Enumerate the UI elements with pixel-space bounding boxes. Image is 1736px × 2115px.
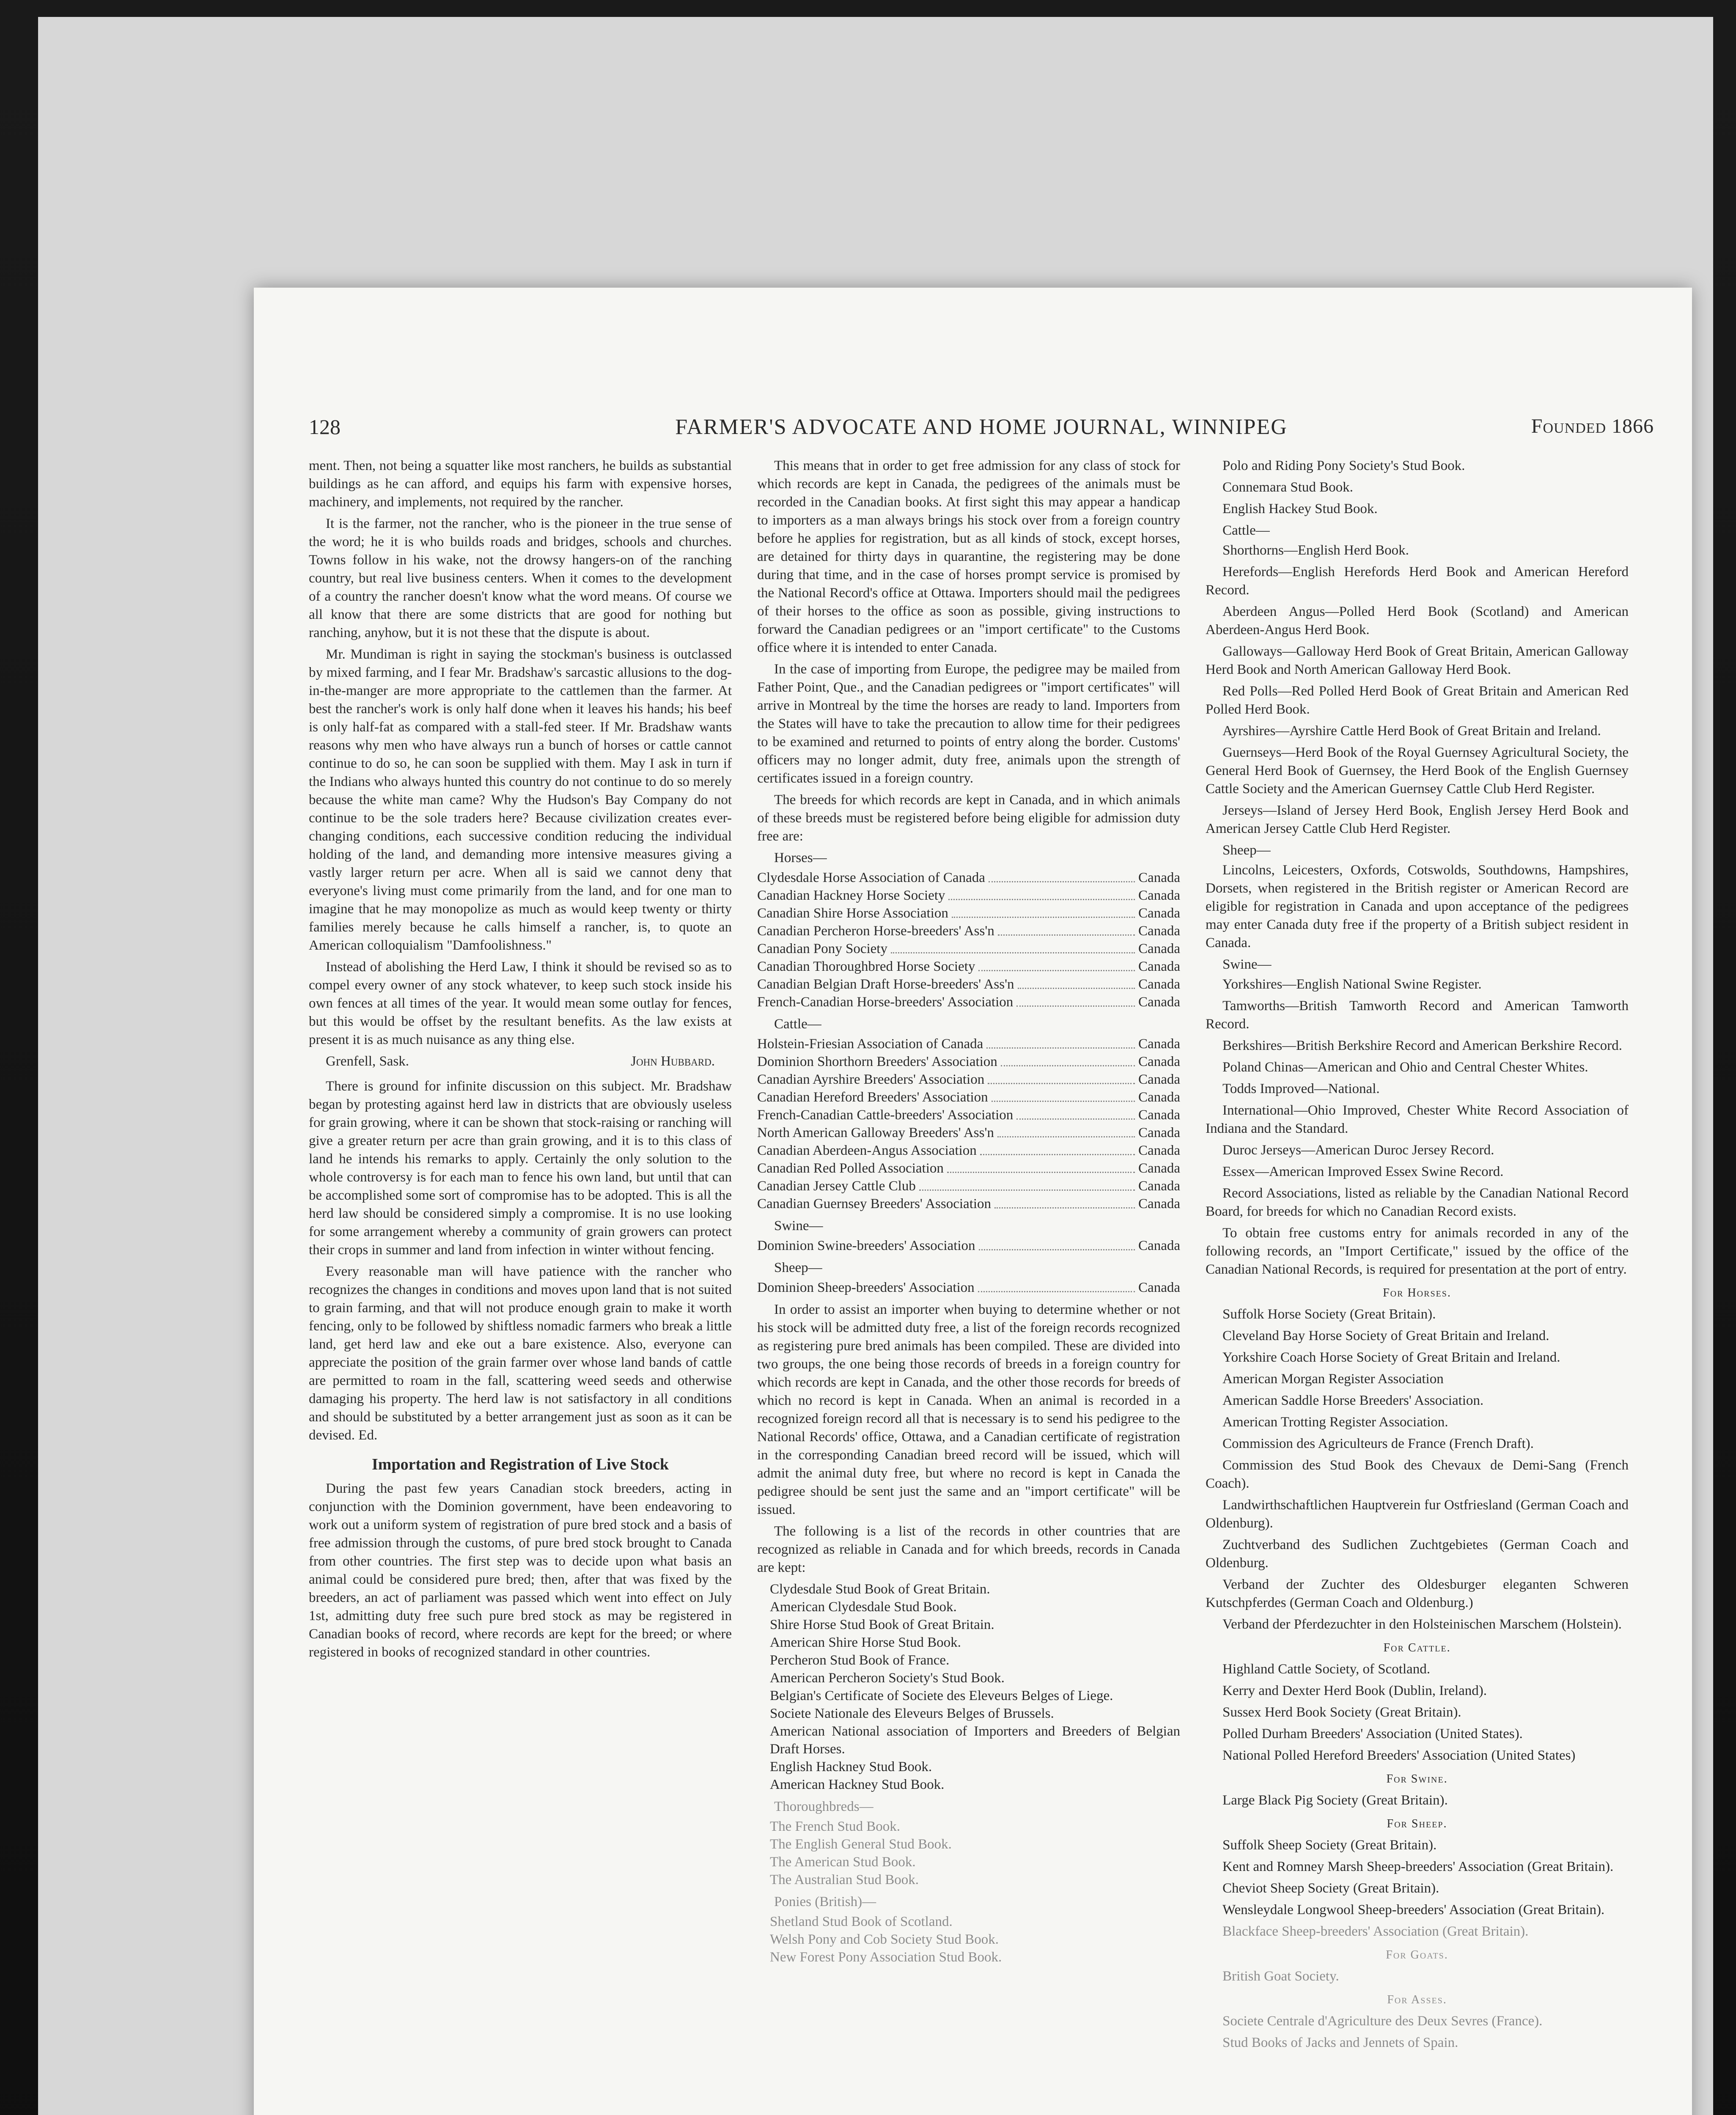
horse-records-list	[757, 869, 1180, 1011]
paragraph: Every reasonable man will have patience with the rancher who recognizes the changes in conditions and moves upon land that is not suited to grain farming, and that will not produce enough grain to make it worth fencing, only to be followed by shiftless nomadic farmers who break a little land, get herd law and eke out a bare existence. Also, everyone can appreciate the position of the grain farmer over whose land bands of cattle are permitted to roam in the fall, scattering weed seeds and otherwise damaging his property. The herd law is not satisfactory in all conditions and should be substituted by a better arrangement just as soon as it can be devised. Ed.	[309, 1264, 732, 1443]
list-item: French-Canadian Cattle-breeders' Association Canada	[757, 1106, 1180, 1124]
record-line: American Morgan Register Association	[1222, 1371, 1444, 1387]
list-item: The French Stud Book.	[770, 1819, 900, 1834]
sheep-records-list	[757, 1279, 1180, 1296]
record-line: Duroc Jerseys—American Duroc Jersey Record.	[1222, 1143, 1494, 1158]
record-line: Lincolns, Leicesters, Oxfords, Cotswolds, Southdowns, Hampshires, Dorsets, when registered in the British register or American Record are eligible for registration in Canada and upon acceptance of the pedigrees may enter Canada duty free if the property of a British subject resident in Canada.	[1206, 862, 1629, 950]
record-line: Cheviot Sheep Society (Great Britain).	[1222, 1881, 1439, 1896]
record-line: Ayrshires—Ayrshire Cattle Herd Book of Great Britain and Ireland.	[1222, 723, 1601, 739]
list-item: Canadian Belgian Draft Horse-breeders' Ass'n Canada	[757, 975, 1180, 993]
record-line: Todds Improved—National.	[1222, 1081, 1380, 1096]
record-line: Jerseys—Island of Jersey Herd Book, English Jersey Herd Book and American Jersey Cattle Club Herd Register.	[1206, 803, 1629, 836]
list-item: Canadian Jersey Cattle Club Canada	[757, 1177, 1180, 1195]
subsection-heading: For Horses.	[1383, 1286, 1451, 1299]
list-item: Canadian Guernsey Breeders' Association Canada	[757, 1195, 1180, 1213]
list-item: Belgian's Certificate of Societe des Eleveurs Belges of Liege.	[770, 1688, 1113, 1703]
page-header	[309, 415, 1654, 448]
letter-signature	[309, 1052, 732, 1071]
record-line: Polled Durham Breeders' Association (United States).	[1222, 1726, 1523, 1741]
list-item: Canadian Thoroughbred Horse Society Canada	[757, 958, 1180, 975]
newspaper-page	[254, 288, 1692, 2115]
list-item: The American Stud Book.	[770, 1854, 916, 1870]
section-label: Cattle—	[1222, 523, 1270, 538]
record-line: English Hackey Stud Book.	[1222, 501, 1378, 516]
list-item: Holstein-Friesian Association of Canada Canada	[757, 1035, 1180, 1053]
record-line: Landwirthschaftlichen Hauptverein fur Ostfriesland (German Coach and Oldenburg).	[1206, 1497, 1629, 1531]
record-line: Aberdeen Angus—Polled Herd Book (Scotland) and American Aberdeen-Angus Herd Book.	[1206, 604, 1629, 637]
list-item: Canadian Percheron Horse-breeders' Ass'n Canada	[757, 922, 1180, 940]
record-line: Stud Books of Jacks and Jennets of Spain.	[1222, 2035, 1459, 2050]
record-line: Galloways—Galloway Herd Book of Great Britain, American Galloway Herd Book and North American Galloway Herd Book.	[1206, 644, 1629, 677]
column-3	[1206, 457, 1629, 2115]
journal-title: FARMER'S ADVOCATE AND HOME JOURNAL, WINNIPEG	[675, 415, 1288, 439]
section-label: Cattle—	[774, 1016, 821, 1032]
paragraph: During the past few years Canadian stock breeders, acting in conjunction with the Dominion government, have been endeavoring to work out a uniform system of registration of pure bred stock and a basis of free admission through the customs, of pure bred stock brought to Canada from other countries. The first step was to decide upon what basis an animal could be considered pure bred; then, after that was fixed by the breeders, an act of parliament was passed which went into effect on July 1st, admitting duty free such pure bred stock as may be registered in Canadian books of record, where records are kept for the breed; or where registered in books of recognized standard in other countries.	[309, 1481, 732, 1660]
paragraph: In the case of importing from Europe, the pedigree may be mailed from Father Point, Que., and the Canadian pedigrees or "import certificates" will arrive in Montreal by the time the horses are ready to land. Importers from the States will have to take the precaution to allow time for their pedigrees to be examined and returned to points of entry along the border. Customs' officers may no longer admit, duty free, animals upon the strength of certificates issued in a foreign country.	[757, 662, 1180, 786]
record-line: Sussex Herd Book Society (Great Britain).	[1222, 1705, 1461, 1720]
record-line: Commission des Agriculteurs de France (French Draft).	[1222, 1436, 1534, 1451]
list-item: Clydesdale Horse Association of Canada Canada	[757, 869, 1180, 887]
swine-records-list	[757, 1237, 1180, 1255]
cattle-records-list	[757, 1035, 1180, 1213]
list-item: Canadian Hereford Breeders' Association Canada	[757, 1088, 1180, 1106]
list-item: The English General Stud Book.	[770, 1837, 952, 1852]
record-line: Berkshires—British Berkshire Record and American Berkshire Record.	[1222, 1038, 1622, 1053]
record-line: Herefords—English Herefords Herd Book and American Hereford Record.	[1206, 564, 1629, 598]
record-line: National Polled Hereford Breeders' Association (United States)	[1222, 1748, 1576, 1763]
section-label: Sheep—	[1222, 843, 1271, 858]
paragraph: To obtain free customs entry for animals recorded in any of the following records, an "Import Certificate," issued by the office of the Canadian National Records, is required for presentation at the port of entry.	[1206, 1225, 1629, 1277]
paragraph: The following is a list of the records in other countries that are recognized as reliable in Canada and for which breeds, records in Canada are kept:	[757, 1524, 1180, 1575]
record-line: Polo and Riding Pony Society's Stud Book.	[1222, 458, 1465, 473]
section-label: Horses—	[774, 850, 827, 865]
record-line: Yorkshire Coach Horse Society of Great Britain and Ireland.	[1222, 1350, 1560, 1365]
list-item: Canadian Hackney Horse Society Canada	[757, 887, 1180, 904]
list-item: Welsh Pony and Cob Society Stud Book.	[770, 1932, 999, 1947]
list-item: Dominion Swine-breeders' Association Canada	[757, 1237, 1180, 1255]
list-item: Dominion Shorthorn Breeders' Association Canada	[757, 1053, 1180, 1071]
list-item: New Forest Pony Association Stud Book.	[770, 1950, 1002, 1965]
list-item: The Australian Stud Book.	[770, 1872, 919, 1887]
paragraph: ment. Then, not being a squatter like most ranchers, he builds as substantial buildings as he can afford, and equips his farm with expensive horses, machinery, and implements, not required by the rancher.	[309, 458, 732, 510]
list-item: American Shire Horse Stud Book.	[770, 1635, 961, 1650]
paragraph: The breeds for which records are kept in Canada, and in which animals of these breeds must be registered before being eligible for admission duty free are:	[757, 792, 1180, 844]
record-line: Tamworths—British Tamworth Record and American Tamworth Record.	[1206, 998, 1629, 1032]
record-line: International—Ohio Improved, Chester White Record Association of Indiana and the Standard.	[1206, 1103, 1629, 1136]
page-number: 128	[309, 415, 341, 439]
foreign-records-list	[757, 1580, 1180, 1794]
section-label: Ponies (British)—	[774, 1894, 876, 1909]
record-line: Kerry and Dexter Herd Book (Dublin, Ireland).	[1222, 1683, 1487, 1698]
paragraph: Mr. Mundiman is right in saying the stockman's business is outclassed by mixed farming, and I fear Mr. Bradshaw's sarcastic allusions to the dog-in-the-manger are more appropriate to the cattlemen than the farmer. At best the rancher's work is only half done when it leaves his hands; his beef is only half-fat as compared with a stall-fed steer. If Mr. Bradshaw wants reasons why men who have always run a bunch of horses or cattle cannot continue to do so, he can soon be supplied with them. May I ask in turn if the Indians who always hunted this country do not continue to do so merely because the white man came? Why the Hudson's Bay Company do not continue to be the sole traders here? Because civilization creates ever-changing conditions, each successive condition reducing the individual holding of the land, and demanding more intensive measures giving a vastly larger return per acre. When all is said we cannot deny that everyone's living must come primarily from the land, and for one man to imagine that he may monopolize as much as would keep twenty or thirty families merely because he calls himself a rancher, is, to quote an American colloquialism "Damfoolishness."	[309, 647, 732, 953]
record-line: Zuchtverband des Sudlichen Zuchtgebietes (German Coach and Oldenburg.	[1206, 1537, 1629, 1571]
record-line: Commission des Stud Book des Chevaux de Demi-Sang (French Coach).	[1206, 1458, 1629, 1491]
signature-place: Grenfell, Sask.	[326, 1054, 409, 1069]
founded-label: Founded 1866	[1531, 415, 1654, 437]
list-item: Shire Horse Stud Book of Great Britain.	[770, 1617, 994, 1632]
section-label: Sheep—	[774, 1260, 822, 1275]
record-line: Guernseys—Herd Book of the Royal Guernsey Agricultural Society, the General Herd Book of Guernsey, the Herd Book of the English Guernsey Cattle Society and the American Guernsey Cattle Club Herd Register.	[1206, 745, 1629, 797]
record-line: Essex—American Improved Essex Swine Record.	[1222, 1164, 1504, 1179]
subsection-heading: For Asses.	[1387, 1993, 1447, 2006]
record-line: Suffolk Horse Society (Great Britain).	[1222, 1307, 1436, 1322]
list-item: English Hackney Stud Book.	[770, 1759, 932, 1774]
record-line: Blackface Sheep-breeders' Association (Great Britain).	[1222, 1924, 1529, 1939]
paragraph: It is the farmer, not the rancher, who is the pioneer in the true sense of the word; he it is who builds roads and bridges, schools and churches. Towns follow in his wake, not the drowsy hangers-on of the ranching country, but real live business centers. When it comes to the development of a country the rancher doesn't know what the word means. Of course we all know that there are some districts that are good for nothing but ranching, anyhow, but it is not these that the dispute is about.	[309, 516, 732, 640]
subsection-heading: For Goats.	[1386, 1948, 1448, 1961]
record-line: Poland Chinas—American and Ohio and Central Chester Whites.	[1222, 1060, 1588, 1075]
record-line: Verband der Pferdezuchter in den Holsteinischen Marschem (Holstein).	[1222, 1617, 1622, 1632]
section-label: Thoroughbreds—	[774, 1799, 873, 1814]
record-line: Societe Centrale d'Agriculture des Deux Sevres (France).	[1222, 2013, 1543, 2029]
paragraph: Instead of abolishing the Herd Law, I think it should be revised so as to compel every owner of any stock whatever, to keep such stock inside his own fences at all times of the year. It would mean some outlay for fences, but this would be offset by the resultant benefits. As the law exists at present it is as much nuisance as any thing else.	[309, 959, 732, 1047]
thoroughbred-records-list	[757, 1818, 1180, 1889]
list-item: American Hackney Stud Book.	[770, 1777, 945, 1792]
section-label: Swine—	[1222, 957, 1272, 972]
list-item: American Percheron Society's Stud Book.	[770, 1670, 1005, 1686]
paragraph: In order to assist an importer when buying to determine whether or not his stock will be admitted duty free, a list of the foreign records recognized as registering pure bred animals has been compiled. These are divided into two groups, the one being those records of breeds in a foreign country for which records are kept in Canada, and the other those records for breeds of which no record is kept in Canada. When an animal is recorded in a recognized foreign record all that is necessary is to send his pedigree to the National Records' office, Ottawa, and a Canadian certificate of registration in the corresponding Canadian breed record will be issued, which will admit the animal duty free, but where no record is kept in Canada the pedigree should be sent just the same and an "import certificate" will be issued.	[757, 1302, 1180, 1517]
record-line: Verband der Zuchter des Oldesburger eleganten Schweren Kutschpferdes (German Coach and Oldenburg.)	[1206, 1577, 1629, 1610]
list-item: Dominion Sheep-breeders' Association Canada	[757, 1279, 1180, 1296]
record-line: Red Polls—Red Polled Herd Book of Great Britain and American Red Polled Herd Book.	[1206, 684, 1629, 717]
record-line: Yorkshires—English National Swine Register.	[1222, 977, 1482, 992]
record-line: Large Black Pig Society (Great Britain).	[1222, 1793, 1448, 1808]
section-label: Swine—	[774, 1218, 823, 1233]
list-item: American National association of Importers and Breeders of Belgian Draft Horses.	[770, 1724, 1180, 1757]
record-line: Highland Cattle Society, of Scotland.	[1222, 1662, 1430, 1677]
record-line: Wensleydale Longwool Sheep-breeders' Association (Great Britain).	[1222, 1902, 1605, 1917]
list-item: American Clydesdale Stud Book.	[770, 1599, 957, 1615]
list-item: Canadian Pony Society Canada	[757, 940, 1180, 958]
list-item: Canadian Aberdeen-Angus Association Canada	[757, 1142, 1180, 1159]
column-2	[757, 457, 1180, 2115]
subsection-heading: For Swine.	[1386, 1772, 1448, 1785]
list-item: North American Galloway Breeders' Ass'n Canada	[757, 1124, 1180, 1142]
record-line: American Trotting Register Association.	[1222, 1415, 1448, 1430]
record-line: Cleveland Bay Horse Society of Great Britain and Ireland.	[1222, 1328, 1549, 1343]
subsection-heading: For Sheep.	[1387, 1817, 1448, 1830]
column-1	[309, 457, 732, 2115]
article-heading: Importation and Registration of Live Stock	[372, 1456, 669, 1473]
record-line: Shorthorns—English Herd Book.	[1222, 543, 1409, 558]
list-item: Percheron Stud Book of France.	[770, 1653, 950, 1668]
list-item: Societe Nationale des Eleveurs Belges of Brussels.	[770, 1706, 1054, 1721]
list-item: French-Canadian Horse-breeders' Association Canada	[757, 993, 1180, 1011]
record-line: American Saddle Horse Breeders' Association.	[1222, 1393, 1484, 1408]
record-line: Suffolk Sheep Society (Great Britain).	[1222, 1838, 1437, 1853]
record-line: Kent and Romney Marsh Sheep-breeders' Association (Great Britain).	[1222, 1859, 1614, 1874]
list-item: Shetland Stud Book of Scotland.	[770, 1914, 953, 1929]
list-item: Canadian Red Polled Association Canada	[757, 1159, 1180, 1177]
paragraph: This means that in order to get free admission for any class of stock for which records are kept in Canada, the pedigrees of the animals must be recorded in the Canadian books. At first sight this may appear a handicap to importers as a man always brings his stock over from a foreign country before he applies for registration, but as all kinds of stock, except horses, are detained for thirty days in quarantine, the registering may be done during that time, and in the case of horses prompt service is promised by the National Record's office at Ottawa. Importers should mail the pedigrees of their horses to the office as soon as possible, giving instructions to forward the Canadian pedigrees or an "import certificate" to the Customs office where it is intended to enter Canada.	[757, 458, 1180, 655]
record-line: Connemara Stud Book.	[1222, 480, 1353, 495]
list-item: Canadian Ayrshire Breeders' Association Canada	[757, 1071, 1180, 1088]
record-line: British Goat Society.	[1222, 1969, 1339, 1984]
subsection-heading: For Cattle.	[1383, 1641, 1451, 1654]
list-item: Clydesdale Stud Book of Great Britain.	[770, 1582, 990, 1597]
paragraph: Record Associations, listed as reliable by the Canadian National Record Board, for breeds for which no Canadian Record exists.	[1206, 1186, 1629, 1219]
signature-name: John Hubbard.	[631, 1054, 715, 1069]
list-item: Canadian Shire Horse Association Canada	[757, 904, 1180, 922]
pony-records-list	[757, 1913, 1180, 1966]
paragraph: There is ground for infinite discussion on this subject. Mr. Bradshaw began by protesting against herd law in districts that are obviously useless for grain growing, where it can be shown that stock-raising or ranching will give a greater return per acre than grain growing, and it is to this class of land he intends his remarks to apply. Certainly the only solution to the whole controversy is for each man to fence his own land, but until that can be accomplished some sort of compromise has to be adopted. This is all the herd law should be considered simply a compromise. It is no use looking for some arrangement whereby a community of grain growers can protect their crops in summer and land from infection in winter without fencing.	[309, 1079, 732, 1258]
